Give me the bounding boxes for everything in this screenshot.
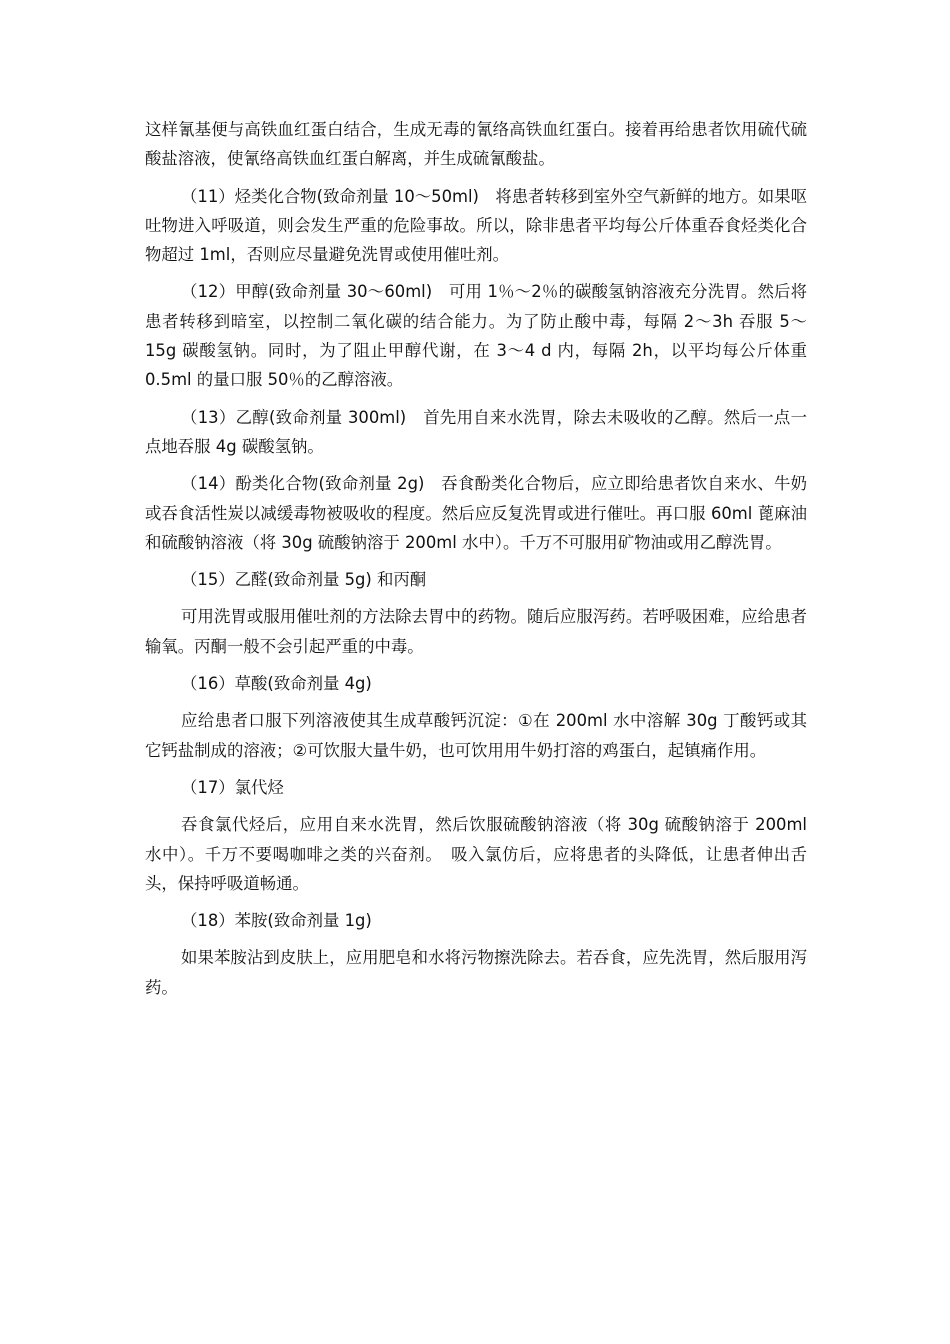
paragraph-oxalic-acid: 应给患者口服下列溶液使其生成草酸钙沉淀：①在 200ml 水中溶解 30g 丁酸钙或其它钙盐制成的溶液；②可饮服大量牛奶，也可饮用用牛奶打溶的鸡蛋白，起镇痛作用。	[145, 711, 807, 760]
heading-oxalic-acid: （16）草酸(致命剂量 4g)	[181, 674, 372, 694]
paragraph-hydrocarbons: （11）烃类化合物(致命剂量 10～50ml) 将患者转移到室外空气新鲜的地方。如果呕吐物进入呼吸道，则会发生严重的危险事故。所以，除非患者平均每公斤体重吞食烃类化合物超过 1ml，否则应尽量避免洗胃或使用催吐剂。	[145, 186, 807, 265]
paragraph-aniline: 如果苯胺沾到皮肤上，应用肥皂和水将污物擦洗除去。若吞食，应先洗胃，然后服用泻药。	[145, 948, 807, 997]
document-body	[145, 115, 807, 1010]
paragraph-chlorinated-hydrocarbons: 吞食氯代烃后，应用自来水洗胃，然后饮服硫酸钠溶液（将 30g 硫酸钠溶于 200ml 水中）。千万不要喝咖啡之类的兴奋剂。 吸入氯仿后，应将患者的头降低，让患者伸出舌头，保持呼吸道畅通。	[145, 815, 807, 893]
heading-chlorinated-hydrocarbons: （17）氯代烃	[181, 777, 284, 797]
heading-acetaldehyde-acetone: （15）乙醛(致命剂量 5g) 和丙酮	[181, 570, 427, 590]
paragraph-phenols: （14）酚类化合物(致命剂量 2g) 吞食酚类化合物后，应立即给患者饮自来水、牛奶或吞食活性炭以减缓毒物被吸收的程度。然后应反复洗胃或进行催吐。再口服 60ml 蓖麻油和硫酸钠溶液（将 30g 硫酸钠溶于 200ml 水中）。千万不可服用矿物油或用乙醇洗胃。	[145, 474, 807, 552]
heading-aniline: （18）苯胺(致命剂量 1g)	[181, 911, 372, 931]
paragraph-acetaldehyde-acetone: 可用洗胃或服用催吐剂的方法除去胃中的药物。随后应服泻药。若呼吸困难，应给患者输氧。丙酮一般不会引起严重的中毒。	[145, 607, 807, 656]
paragraph-cyanide-continued: 这样氰基便与高铁血红蛋白结合，生成无毒的氰络高铁血红蛋白。接着再给患者饮用硫代硫酸盐溶液，使氰络高铁血红蛋白解离，并生成硫氰酸盐。	[145, 120, 807, 169]
paragraph-methanol: （12）甲醇(致命剂量 30～60ml) 可用 1％～2％的碳酸氢钠溶液充分洗胃。然后将患者转移到暗室，以控制二氧化碳的结合能力。为了防止酸中毒，每隔 2～3h 吞服 5～15g 碳酸氢钠。同时，为了阻止甲醇代谢，在 3～4 d 内，每隔 2h，以平均每公斤体重 0.5ml 的量口服 50％的乙醇溶液。	[145, 282, 807, 390]
paragraph-ethanol: （13）乙醇(致命剂量 300ml) 首先用自来水洗胃，除去未吸收的乙醇。然后一点一点地吞服 4g 碳酸氢钠。	[145, 407, 807, 456]
